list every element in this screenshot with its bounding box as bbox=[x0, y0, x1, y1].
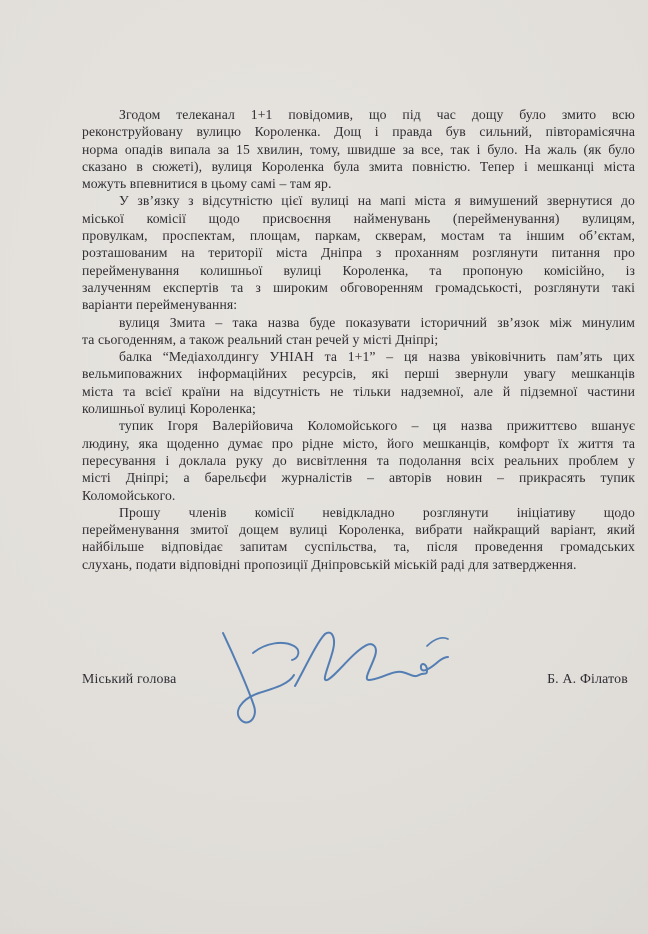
letter-line: людину, яка щоденно думає про рідне місто, його мешканців, комфорт їх життя та bbox=[82, 435, 635, 451]
letter-line: сказано в сюжеті), вулиця Короленка була змита повністю. Тепер і мешканці міста bbox=[82, 158, 635, 174]
letter-line: залученням експертів та з широким обговоренням громадськості, розглянути такі bbox=[82, 279, 635, 295]
letter-line: У зв’язку з відсутністю цієї вулиці на мапі міста я вимушений звернутися до bbox=[119, 193, 635, 209]
letter-line: вулиця Змита – така назва буде показувати історичний зв’язок між минулим bbox=[119, 314, 635, 330]
signer-name: Б. А. Філатов bbox=[547, 671, 628, 686]
letter-body bbox=[82, 106, 635, 573]
letter-line: Згодом телеканал 1+1 повідомив, що під час дощу було змито всю bbox=[119, 107, 635, 122]
letter-line: можуть впевнитися в цьому самі – там яр. bbox=[82, 176, 332, 192]
letter-line: пересування і доклала руку до висвітлення та подолання всіх реальних проблем у bbox=[82, 452, 635, 468]
letter-line: балка “Медіахолдингу УНІАН та 1+1” – ця назва увіковічнить пам’ять цих bbox=[119, 349, 635, 365]
letter-line: тупик Ігоря Валерійовича Коломойського – ця назва прижиттєво вшанує bbox=[119, 418, 635, 434]
letter-line: та сьогоденням, а також реальний стан речей у місті Дніпрі; bbox=[82, 331, 439, 347]
letter-line: перейменування колишньої вулиці Короленка, та пропоную комісійно, із bbox=[82, 262, 635, 278]
letter-line: реконструйовану вулицю Короленка. Дощ і правда був сильний, півторамісячна bbox=[82, 124, 635, 140]
letter-line: Коломойського. bbox=[82, 487, 176, 503]
letter-line: перейменування змитої дощем вулиці Короленка, вибрати найкращий варіант, який bbox=[82, 522, 635, 538]
letter-line: найбільше відповідає запитам суспільства, та, після проведення громадських bbox=[82, 539, 635, 555]
signature-ink bbox=[215, 630, 465, 730]
letter-line: міста та всієї країни на відсутність не тільки надземної, але й підземної частини bbox=[82, 383, 635, 399]
letter-line: провулкам, проспектам, площам, паркам, скверам, мостам та іншим об’єктам, bbox=[82, 228, 635, 244]
signer-title: Міський голова bbox=[82, 671, 177, 686]
letter-line: варіанти перейменування: bbox=[82, 297, 238, 313]
letter-line: міської комісії щодо присвоєння найменувань (перейменування) вулицям, bbox=[82, 210, 635, 226]
letter-line: слухань, подати відповідні пропозиції Дніпровській міській раді для затвердження. bbox=[82, 556, 577, 572]
letter-line: Прошу членів комісії невідкладно розглянути ініціативу щодо bbox=[119, 504, 635, 520]
letter-line: вельмиповажних інформаційних ресурсів, які перші звернули увагу мешканців bbox=[82, 366, 635, 382]
letter-line: місті Дніпрі; а барельєфи журналістів – авторів новин – прикрасять тупик bbox=[82, 470, 635, 486]
letter-line: колишньої вулиці Короленка; bbox=[82, 401, 256, 417]
letter-line: норма опадів випала за 15 хвилин, тому, швидше за все, так і було. На жаль (як було bbox=[82, 141, 635, 157]
letter-line: розташованим на території міста Дніпра з проханням розглянути питання про bbox=[82, 245, 635, 261]
